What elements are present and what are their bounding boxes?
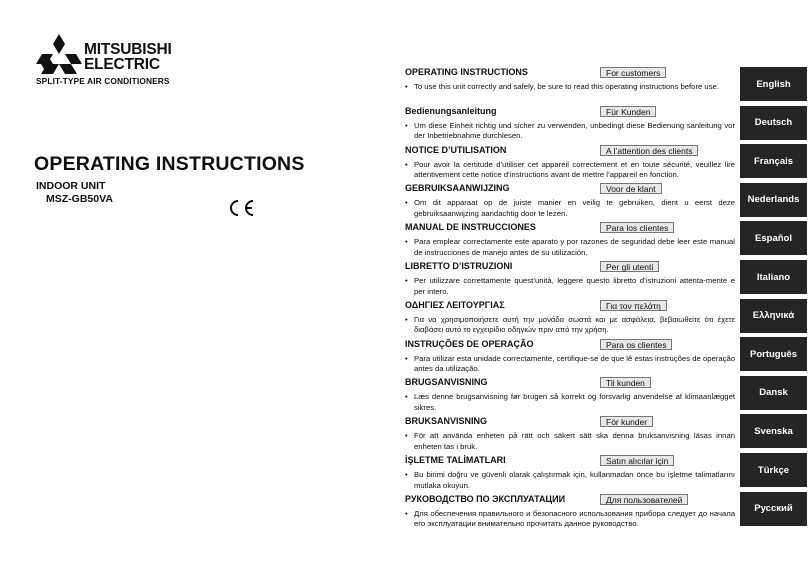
ce-mark-icon [226,198,256,218]
product-series: SPLIT-TYPE AIR CONDITIONERS [36,76,170,86]
audience-badge: Para os clientes [600,339,672,350]
brand-line-2: ELECTRIC [84,56,160,73]
audience-badge: Για τον πελάτη [600,300,667,311]
language-section-body: Para utilizar esta unidade correctamente, certifique-se de que lê estas instruções de operação antes da utilização. [414,353,735,374]
language-section-title: РУКОВОДСТВО ПО ЭКСПЛУАТАЦИИ [405,493,566,504]
brand-name [84,42,172,72]
language-tab[interactable]: Svenska [740,414,807,448]
language-tab[interactable]: Nederlands [740,183,807,217]
language-section-body: Per utilizzare correttamente quest’unità, leggere questo libretto d’istruzioni attenta-mente e per intero. [414,276,735,296]
unit-type: INDOOR UNIT [36,180,106,192]
bullet-icon: • [405,198,408,208]
language-tab[interactable]: Dansk [740,376,807,410]
audience-badge: Für Kunden [600,106,656,117]
bullet-icon: • [405,508,408,518]
bullet-icon: • [405,276,408,285]
language-section-title: INSTRUÇÕES DE OPERAÇÃO [405,338,534,349]
language-section-body: Læs denne brugsanvisning før brugen så korrekt og forsvarlig anvendelse af klimaanlægget sikres. [414,392,735,412]
language-section-text [405,82,735,93]
bullet-icon: • [405,470,408,479]
audience-badge: Til kunden [600,377,651,388]
mitsubishi-logo-icon [36,34,82,74]
language-tab[interactable]: Português [740,337,807,371]
language-tab[interactable]: Español [740,221,807,255]
language-section-text [405,160,735,181]
language-section-text [405,509,735,530]
language-section-text [405,276,735,297]
model-number: MSZ-GB50VA [46,193,113,205]
language-section-title: İŞLETME TALİMATLARI [405,455,506,465]
language-section-body: Για να χρησιμοποιήσετε αυτή την μονάδα σωστά και με ασφάλεια, βεβαιωθείτε ότι έχετε διαβάσει αυτό το εγχειρίδιο οδηγιών πριν από την χρήση. [414,314,735,335]
language-section-title: Bedienungsanleitung [405,105,497,116]
language-section-text [405,392,735,413]
language-section-title: MANUAL DE INSTRUCCIONES [405,222,536,233]
bullet-icon: • [405,82,408,91]
language-section-text [405,198,735,219]
audience-badge: För kunder [600,416,653,427]
language-section-title: OPERATING INSTRUCTIONS [405,67,528,77]
language-tab[interactable]: Italiano [740,260,807,294]
bullet-icon: • [405,159,408,169]
bullet-icon: • [405,392,408,402]
bullet-icon: • [405,120,408,130]
language-tab[interactable]: English [740,67,807,101]
language-section-body: Pour avoir la certitude d’utiliser cet appareil correctement et en toute sécurité, veuillez lire attentivement cette notice d’instructions avant de mettre l’appareil en fonction. [414,159,735,180]
language-section-text [405,431,735,452]
language-section-text [405,354,735,375]
language-section-body: Om dit apparaat op de juiste manier en veilig te gebruiken, dient u eerst deze gebruiksaanwijzing aandachtig door te lezen. [414,198,735,218]
audience-badge: For customers [600,67,666,78]
language-section-title: BRUKSANVISNING [405,416,488,427]
language-section-text [405,470,735,491]
language-section-body: Um diese Einheit richtig und sicher zu verwenden, unbedingt diese Bedienung sanleitung vor der Inbetriebnahme durchlesen. [414,120,735,141]
audience-badge: Satın alıcılar için [600,455,674,466]
language-tab[interactable]: Русский [740,492,807,526]
audience-badge: Per gli utenti [600,261,659,272]
bullet-icon: • [405,353,408,363]
audience-badge: Para los clientes [600,222,674,233]
language-tab[interactable]: Ελληνικά [740,299,807,333]
language-tab[interactable]: Français [740,144,807,178]
language-section-title: NOTICE D’UTILISATION [405,144,507,155]
bullet-icon: • [405,431,408,441]
bullet-icon: • [405,314,408,324]
language-section-body: Para emplear correctamente este aparato y por razones de seguridad debe leer este manual de instrucciones de manejo antes de su utilización. [414,237,735,257]
language-section-body: För att använda enheten på rätt och säkert sätt ska denna bruksanvisning läsas innan enheten tas i bruk. [414,431,735,451]
language-section-title: GEBRUIKSAANWIJZING [405,183,510,194]
language-section-title: ΟΔΗΓΙΕΣ ΛΕΙΤΟΥΡΓΙΑΣ [405,299,505,310]
bullet-icon: • [405,237,408,247]
page-title: OPERATING INSTRUCTIONS [34,153,305,175]
language-section-body: To use this unit correctly and safely, be sure to read this operating instructions before use. [414,82,719,91]
language-section-body: Для обеспечения правильного и безопасного использования прибора следует до начала его эксплуатации внимательно прочитать данное руководство. [414,508,735,529]
language-section-body: Bu birimi doğru ve güvenli olarak çalıştırmak için, kullanmadan önce bu işletme talimatlarını mutlaka okuyun. [414,470,735,490]
audience-badge: Для пользователей [600,494,688,505]
language-section-text [405,121,735,142]
language-tab[interactable]: Deutsch [740,106,807,140]
brand-line-1: MITSUBISHI [84,41,172,58]
language-section-text [405,237,735,258]
language-section-title: LIBRETTO D’ISTRUZIONI [405,261,513,271]
audience-badge: A l’attention des clients [600,145,698,156]
language-section-title: BRUGSANVISNING [405,377,488,388]
audience-badge: Voor de klant [600,183,662,194]
language-section-text [405,315,735,336]
language-tab[interactable]: Türkçe [740,453,807,487]
